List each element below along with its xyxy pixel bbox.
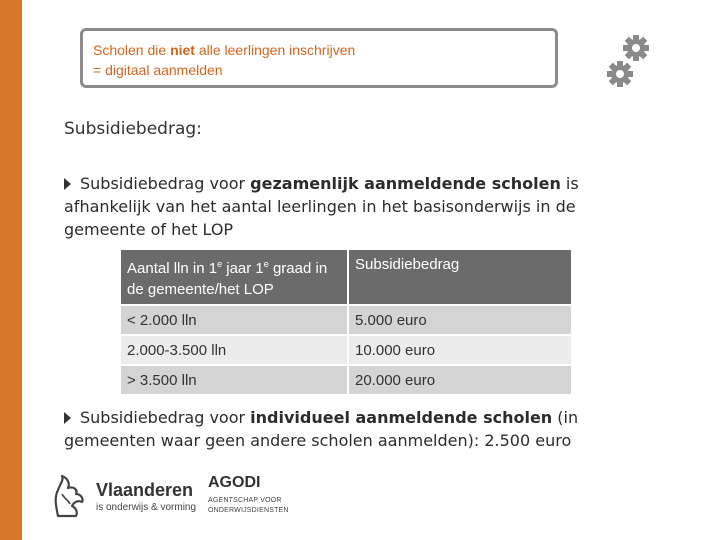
bullet-arrow-icon [64,412,71,424]
lion-logo-icon [50,472,90,520]
bullet-arrow-icon [64,178,71,190]
cell-amount: 5.000 euro [348,305,572,335]
cell-range: > 3.500 lln [121,365,348,395]
gear-icon [623,35,649,61]
table-row [121,305,572,335]
vlaanderen-subtitle: is onderwijs & vorming [96,502,197,513]
header-box [80,28,558,88]
header-bold-text: niet [170,42,195,58]
table-row [121,335,572,365]
bullet-bold-text: individueel aanmeldende scholen [250,408,553,427]
header-line-2: = digitaal aanmelden [93,62,223,78]
cell-range: < 2.000 lln [121,305,348,335]
left-accent-bar [0,0,22,540]
agodi-name: AGODI [208,474,261,491]
bullet-text: (in gemeenten waar geen andere scholen aanmelden): 2.500 euro [64,408,579,450]
footer-logos [50,470,310,522]
header-cell-subsidiebedrag: Subsidiebedrag [348,250,572,305]
bullet-text: is afhankelijk van het aantal leerlingen in het basisonderwijs in de gemeente of het LOP [64,174,579,239]
agodi-subtitle: AGENTSCHAP VOOR ONDERWIJSDIENSTEN [208,497,289,514]
gear-icon [607,61,633,87]
table-row [121,365,572,395]
header-text: Scholen die [93,42,171,58]
cell-amount: 10.000 euro [348,335,572,365]
gears-icon [600,30,656,90]
section-title: Subsidiebedrag: [64,119,202,139]
vlaanderen-name: Vlaanderen [96,480,194,500]
bullet-bold-text: gezamenlijk aanmeldende scholen [250,174,561,193]
bullet-text: Subsidiebedrag voor [80,174,251,193]
bullet-individueel [64,406,654,452]
cell-range: 2.000-3.500 lln [121,335,348,365]
bullet-text: Subsidiebedrag voor [80,408,251,427]
header-text: alle leerlingen inschrijven [194,42,356,58]
bullet-gezamenlijk [64,172,654,241]
header-cell-aantal: Aantal lln in 1e jaar 1e graad in de gemeente/het LOP [121,250,348,305]
subsidy-table [121,250,573,396]
header-line-1 [93,40,545,60]
cell-amount: 20.000 euro [348,365,572,395]
table-header-row [121,250,572,305]
